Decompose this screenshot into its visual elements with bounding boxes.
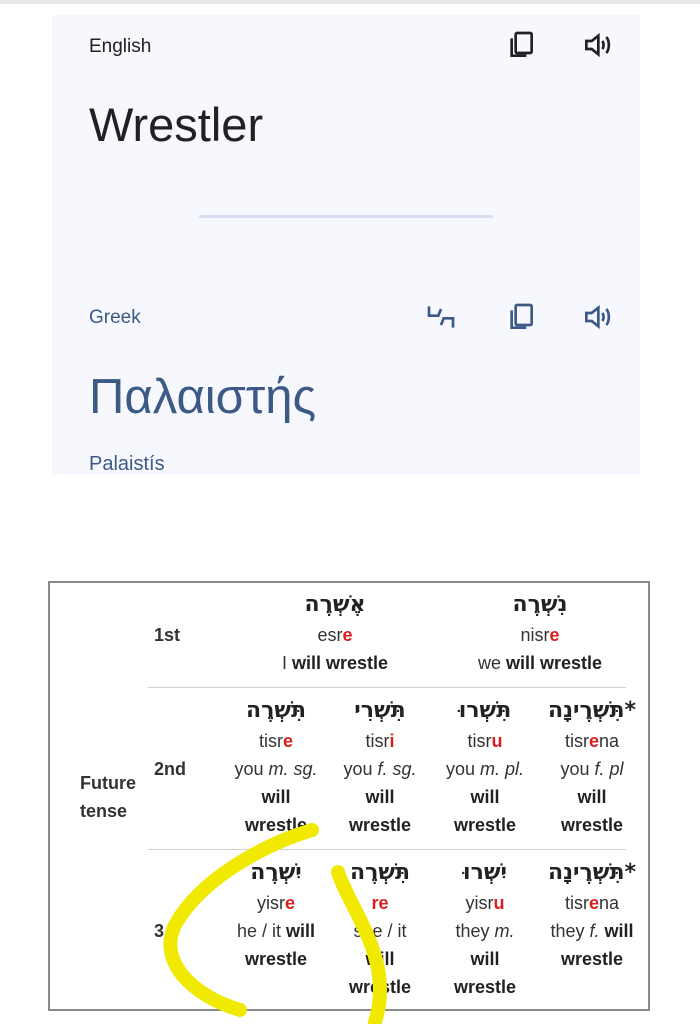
text-segment: f. [589,921,600,941]
english-gloss: wrestle [244,815,308,835]
tense-label: tense [80,801,128,821]
source-text[interactable]: Wrestler [89,98,264,151]
hebrew-form: יִשְׁרֶה [250,860,302,885]
english-gloss: wrestle [453,815,517,835]
text-segment: e [588,731,599,751]
transliteration-form [542,727,642,755]
english-gloss: wrestle [453,977,517,997]
hebrew-form: נִשְׁרֶה [512,592,568,617]
tense-label: Future [80,773,136,793]
copy-icon[interactable] [504,28,538,62]
english-gloss: wrestle [348,977,412,997]
person-label-2nd: 2nd [154,759,187,779]
conjugation-cell [542,857,642,973]
english-gloss: will [470,949,500,969]
hebrew-form: תִּשְׁרִי [354,698,406,723]
transliteration-form [226,889,326,917]
transliteration-form [435,727,535,755]
row-divider [148,849,626,850]
conjugation-cell [330,857,430,1001]
conjugation-table [48,581,650,1011]
text-segment: tisr [258,731,283,751]
text-segment: tisr [564,893,589,913]
transliteration-form [240,621,430,649]
text-segment: yisr [256,893,285,913]
transliteration-form [450,621,630,649]
text-segment: u [493,893,505,913]
speaker-icon[interactable] [580,28,614,62]
text-segment: he / it [236,921,286,941]
text-segment: e [284,893,295,913]
english-gloss [450,649,630,677]
hebrew-form: תִּשְׁרֶינָה* [547,698,637,723]
transliteration-form [435,889,535,917]
text-segment: f. pl [594,759,624,779]
text-segment: she / it [353,921,407,941]
text-segment: na [598,893,620,913]
text-segment: esr [317,625,343,645]
person-label-1st: 1st [154,625,181,645]
english-gloss [330,755,430,783]
text-segment: will [599,921,634,941]
translated-text[interactable]: Παλαιστής [89,370,317,424]
text-segment: we [477,653,506,673]
copy-icon[interactable] [504,300,538,334]
source-language-label[interactable]: English [89,36,152,57]
hebrew-form: תִּשְׁרֶה [245,698,307,723]
speaker-icon[interactable] [580,300,614,334]
text-segment: you [560,759,595,779]
english-gloss [330,917,430,945]
english-gloss: wrestle [244,949,308,969]
text-segment: u [491,731,503,751]
conjugation-cell [226,695,326,839]
feedback-icon[interactable] [424,300,458,334]
text-segment: m. [494,921,515,941]
english-gloss: will [365,949,395,969]
text-segment: they [550,921,590,941]
text-segment: will wrestle [291,653,389,673]
transliteration-form [226,727,326,755]
hebrew-form: אֶשְׁרֶה [304,592,366,617]
english-gloss [435,755,535,783]
conjugation-cell [330,695,430,839]
text-segment: they [455,921,495,941]
text-segment: na [598,731,620,751]
text-segment: f. sg. [377,759,417,779]
english-gloss: wrestle [560,815,624,835]
english-gloss: will [470,787,500,807]
text-segment: will wrestle [505,653,603,673]
text-segment: tisr [467,731,492,751]
text-segment: m. sg. [268,759,318,779]
english-gloss [435,917,535,945]
conjugation-cell [542,695,642,839]
english-gloss: will [261,787,291,807]
translation-card [52,15,640,475]
person-label-3rd: 3 [154,921,165,941]
english-gloss [226,755,326,783]
conjugation-cell [435,695,535,839]
english-gloss [542,917,642,945]
english-gloss: will [365,787,395,807]
row-divider [148,687,626,688]
text-segment: will [286,921,316,941]
conjugation-cell [240,589,430,677]
text-segment: yisr [465,893,494,913]
english-gloss: will [577,787,607,807]
conjugation-cell [450,589,630,677]
english-gloss: wrestle [560,949,624,969]
target-language-label[interactable]: Greek [89,307,141,328]
english-gloss [542,755,642,783]
english-gloss [240,649,430,677]
transliteration-form [330,889,430,917]
hebrew-form: יִשְׁרוּ [463,860,507,885]
transliteration-form [330,727,430,755]
text-segment: nisr [520,625,550,645]
section-divider [199,215,493,218]
transliteration-form [542,889,642,917]
hebrew-form: תִּשְׁרֶה [349,860,411,885]
text-segment: tisr [564,731,589,751]
top-edge [0,0,700,4]
hebrew-form: תִּשְׁרֶינָה* [547,860,637,885]
text-segment: you [343,759,378,779]
text-segment: e [549,625,560,645]
text-segment: i [389,731,395,751]
english-gloss [226,917,326,945]
text-segment: you [234,759,269,779]
text-segment: you [445,759,480,779]
text-segment: e [282,731,293,751]
text-segment: re [371,893,389,913]
text-segment: I [281,653,292,673]
text-segment: m. pl. [480,759,525,779]
english-gloss: wrestle [348,815,412,835]
transliteration: Palaistís [89,453,165,475]
text-segment: e [342,625,353,645]
hebrew-form: תִּשְׁרוּ [458,698,512,723]
text-segment: e [588,893,599,913]
conjugation-cell [226,857,326,973]
conjugation-cell [435,857,535,1001]
text-segment: tisr [365,731,390,751]
